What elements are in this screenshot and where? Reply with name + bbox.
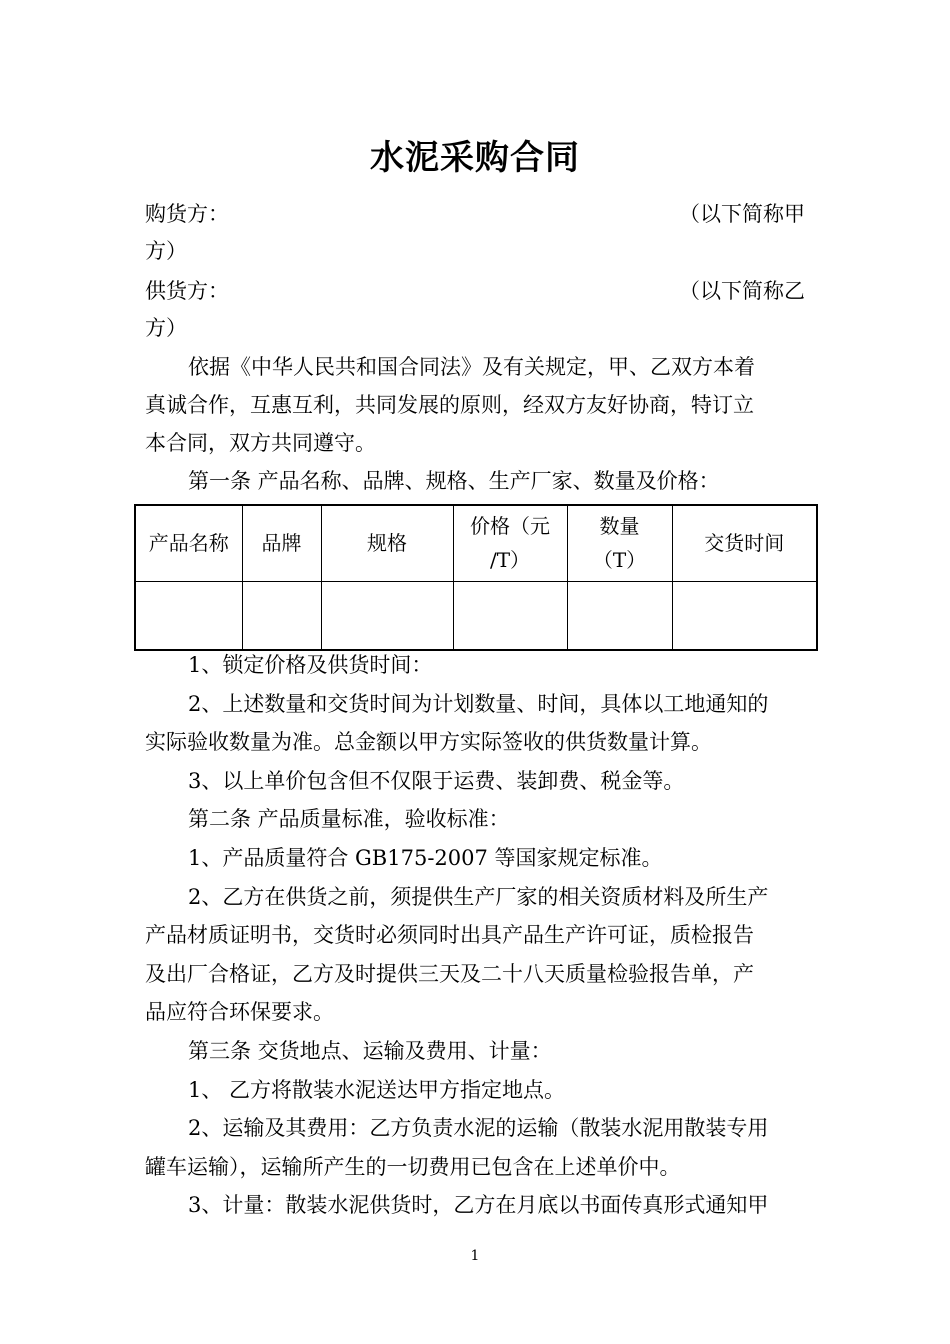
page-number: 1	[470, 1248, 480, 1264]
contract-line: 2、上述数量和交货时间为计划数量、时间，具体以工地通知的	[188, 691, 769, 716]
table-header-row	[135, 505, 817, 581]
contract-line: 2、乙方在供货之前，须提供生产厂家的相关资质材料及所生产	[188, 884, 769, 909]
document-title: 水泥采购合同	[370, 138, 580, 178]
product-table	[134, 504, 818, 651]
buyer-note: （以下简称甲	[679, 202, 805, 226]
table-row	[135, 581, 817, 650]
contract-line: 3、以上单价包含但不仅限于运费、装卸费、税金等。	[188, 768, 685, 793]
contract-line: 2、运输及其费用：乙方负责水泥的运输（散装水泥用散装专用	[188, 1116, 769, 1141]
contract-line: 罐车运输），运输所产生的一切费用已包含在上述单价中。	[145, 1154, 681, 1179]
supplier-line	[145, 272, 805, 310]
contract-line: 实际验收数量为准。总金额以甲方实际签收的供货数量计算。	[145, 730, 712, 755]
table-cell	[672, 581, 817, 650]
intro-line: 真诚合作，互惠互利，共同发展的原则，经双方友好协商，特订立	[145, 393, 754, 417]
header-delivery-time: 交货时间	[672, 505, 817, 581]
header-product-name: 产品名称	[135, 505, 242, 581]
contract-line: 3、计量：散装水泥供货时，乙方在月底以书面传真形式通知甲	[188, 1193, 769, 1218]
contract-line: 第二条 产品质量标准，验收标准：	[188, 807, 510, 832]
header-quantity: 数量 （T）	[567, 505, 672, 581]
table-cell	[567, 581, 672, 650]
contract-line: 及出厂合格证，乙方及时提供三天及二十八天质量检验报告单，产	[145, 961, 754, 986]
header-brand: 品牌	[242, 505, 321, 581]
supplier-label: 供货方：	[145, 279, 229, 303]
supplier-note: （以下简称乙	[679, 279, 805, 303]
header-price: 价格（元 /T）	[453, 505, 567, 581]
article-1-title: 第一条 产品名称、品牌、规格、生产厂家、数量及价格：	[188, 469, 720, 493]
contract-line: 1、锁定价格及供货时间：	[188, 653, 433, 677]
table-cell	[453, 581, 567, 650]
table-cell	[242, 581, 321, 650]
contract-line: 品应符合环保要求。	[145, 1000, 334, 1025]
intro-line: 本合同，双方共同遵守。	[145, 431, 376, 455]
buyer-note-cont: 方）	[145, 239, 187, 263]
header-spec: 规格	[321, 505, 453, 581]
supplier-note-cont: 方）	[145, 316, 187, 340]
intro-line: 依据《中华人民共和国合同法》及有关规定，甲、乙双方本着	[188, 355, 755, 379]
table-cell	[321, 581, 453, 650]
contract-line: 1、产品质量符合 GB175-2007 等国家规定标准。	[188, 846, 663, 870]
buyer-line	[145, 195, 805, 233]
contract-line: 第三条 交货地点、运输及费用、计量：	[188, 1039, 552, 1063]
contract-line: 产品材质证明书，交货时必须同时出具产品生产许可证，质检报告	[145, 923, 754, 948]
table-cell	[135, 581, 242, 650]
buyer-label: 购货方：	[145, 202, 229, 226]
contract-line: 1、 乙方将散装水泥送达甲方指定地点。	[188, 1077, 566, 1102]
